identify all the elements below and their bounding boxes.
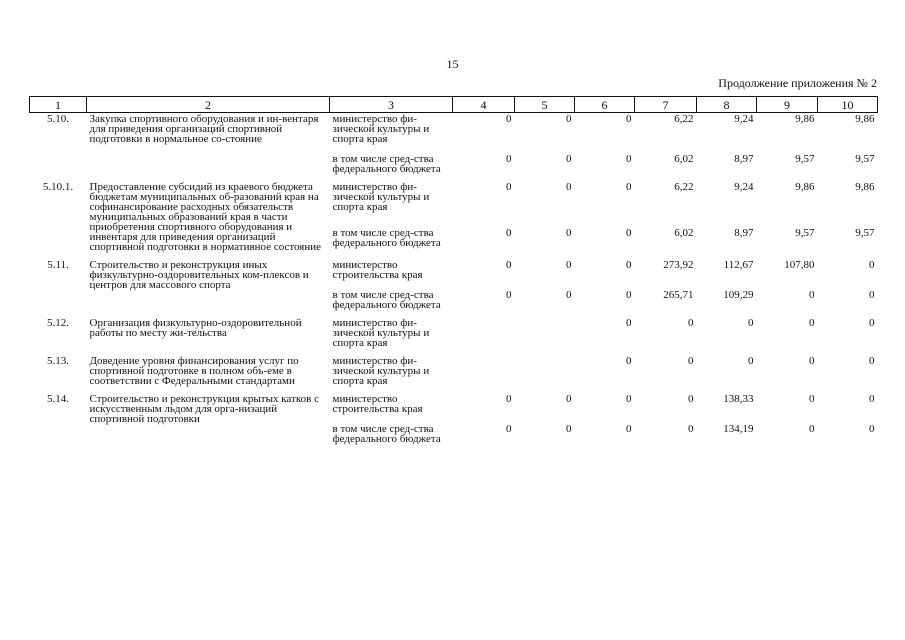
value-cell: 9,86 [855, 113, 875, 125]
value-cell [515, 310, 575, 348]
row-name: Закупка спортивного оборудования и ин-вентаря для приведения организаций спортивной подготовки в нормальное со-стояние [89, 113, 319, 145]
value-cell: 138,33 [723, 393, 754, 405]
value-cell: 6,02 [674, 153, 694, 165]
value-cell: 0 [809, 393, 815, 405]
value-cell: 0 [869, 317, 875, 329]
column-header: 10 [818, 97, 878, 113]
value-cell: 0 [688, 423, 694, 435]
value-cell: 9,86 [855, 181, 875, 193]
value-cell: 9,86 [795, 113, 815, 125]
row-executor: министерство строительства края [332, 259, 423, 281]
value-cell: 6,02 [674, 226, 694, 239]
row-name: Доведение уровня финансирования услуг по спортивной подготовке в полном объ-еме в соответствии с Федеральными стандартами [89, 355, 299, 387]
row-executor: в том числе сред-ства федерального бюджета [332, 226, 441, 249]
row-executor: в том числе сред-ства федерального бюджета [332, 423, 441, 445]
value-cell: 0 [869, 393, 875, 405]
value-cell: 0 [506, 259, 512, 271]
value-cell: 134,19 [723, 423, 754, 435]
value-cell: 0 [809, 423, 815, 435]
row-code: 5.12. [47, 317, 69, 329]
value-cell: 0 [626, 393, 632, 405]
value-cell: 0 [809, 355, 815, 367]
value-cell: 9,24 [734, 181, 754, 193]
value-cell: 6,22 [674, 113, 694, 125]
value-cell: 0 [688, 355, 694, 367]
row-executor: министерство фи-зической культуры и спорта края [332, 113, 430, 145]
row-name: Строительство и реконструкция крытых катков с искусственным льдом для орга-низаций спортивной подготовки [89, 393, 319, 425]
value-cell: 0 [506, 289, 512, 301]
value-cell: 107,80 [784, 259, 815, 271]
value-cell [515, 348, 575, 386]
value-cell [453, 348, 515, 386]
value-cell [453, 310, 515, 348]
table-row [30, 310, 878, 348]
table-row [30, 113, 878, 145]
column-header: 8 [697, 97, 757, 113]
value-cell: 0 [869, 259, 875, 271]
row-executor: министерство фи-зической культуры и спорта края [332, 355, 430, 387]
table-row [30, 386, 878, 414]
row-code: 5.13. [47, 355, 69, 367]
value-cell: 0 [626, 226, 632, 239]
value-cell: 6,22 [674, 181, 694, 193]
value-cell: 8,97 [734, 153, 754, 165]
column-header: 7 [635, 97, 697, 113]
value-cell: 0 [506, 226, 512, 239]
row-code: 5.11. [47, 259, 69, 271]
value-cell: 273,92 [663, 259, 694, 271]
value-cell: 0 [566, 259, 572, 271]
value-cell: 0 [626, 181, 632, 193]
value-cell: 109,29 [723, 289, 754, 301]
row-code: 5.10.1. [42, 181, 74, 193]
value-cell: 0 [688, 393, 694, 405]
value-cell: 0 [626, 259, 632, 271]
value-cell: 0 [869, 423, 875, 435]
column-header: 6 [575, 97, 635, 113]
page-number: 15 [446, 57, 459, 71]
value-cell: 0 [506, 113, 512, 125]
value-cell: 0 [748, 317, 754, 329]
column-header: 1 [30, 97, 87, 113]
value-cell: 0 [626, 355, 632, 367]
row-name: Предоставление субсидий из краевого бюджета бюджетам муниципальных об-разований края на софинансирование расходных обязательств муниципальных образований края в части приобретения спортивного оборудования и инвентаря для приведения организаций спортивной подготовки в нормативное состояние [89, 181, 322, 253]
value-cell: 0 [566, 113, 572, 125]
value-cell: 9,57 [855, 153, 875, 165]
value-cell: 0 [626, 423, 632, 435]
column-header: 2 [87, 97, 330, 113]
value-cell: 0 [566, 181, 572, 193]
row-code: 5.10. [47, 113, 69, 125]
row-executor: в том числе сред-ства федерального бюджета [332, 289, 441, 311]
value-cell: 0 [626, 317, 632, 329]
value-cell: 0 [809, 289, 815, 301]
column-header: 9 [757, 97, 818, 113]
table-row [30, 174, 878, 218]
value-cell: 0 [506, 393, 512, 405]
value-cell: 0 [626, 113, 632, 125]
row-executor: министерство строительства края [332, 393, 423, 415]
row-executor: министерство фи-зической культуры и спорта края [332, 317, 430, 349]
value-cell: 0 [566, 393, 572, 405]
column-header: 3 [330, 97, 453, 113]
row-name: Организация физкультурно-оздоровительной работы по месту жи-тельства [89, 317, 302, 339]
value-cell: 9,57 [795, 226, 815, 239]
row-name: Строительство и реконструкция иных физкультурно-оздоровительных ком-плексов и центров для массового спорта [89, 259, 309, 291]
value-cell: 0 [566, 423, 572, 435]
value-cell: 0 [506, 153, 512, 165]
table-header-row [30, 97, 878, 113]
value-cell: 112,67 [723, 259, 754, 271]
row-executor: в том числе сред-ства федерального бюджета [332, 153, 441, 175]
value-cell: 0 [869, 289, 875, 301]
value-cell: 265,71 [663, 289, 694, 301]
value-cell: 0 [809, 317, 815, 329]
column-header: 5 [515, 97, 575, 113]
appendix-table [29, 96, 878, 444]
value-cell: 0 [688, 317, 694, 329]
continuation-label: Продолжение приложения № 2 [718, 76, 877, 90]
value-cell: 0 [626, 289, 632, 301]
value-cell: 0 [869, 355, 875, 367]
value-cell: 0 [566, 153, 572, 165]
value-cell: 9,57 [795, 153, 815, 165]
row-code: 5.14. [47, 393, 69, 405]
table-row [30, 348, 878, 386]
table-row [30, 252, 878, 280]
value-cell: 0 [506, 181, 512, 193]
value-cell: 0 [566, 226, 572, 239]
value-cell: 9,57 [855, 226, 875, 239]
row-executor: министерство фи-зической культуры и спорта края [332, 181, 430, 213]
value-cell: 9,86 [795, 181, 815, 193]
value-cell: 0 [566, 289, 572, 301]
value-cell: 0 [506, 423, 512, 435]
column-header: 4 [453, 97, 515, 113]
value-cell: 0 [626, 153, 632, 165]
value-cell: 0 [748, 355, 754, 367]
value-cell: 9,24 [734, 113, 754, 125]
value-cell: 8,97 [734, 226, 754, 239]
